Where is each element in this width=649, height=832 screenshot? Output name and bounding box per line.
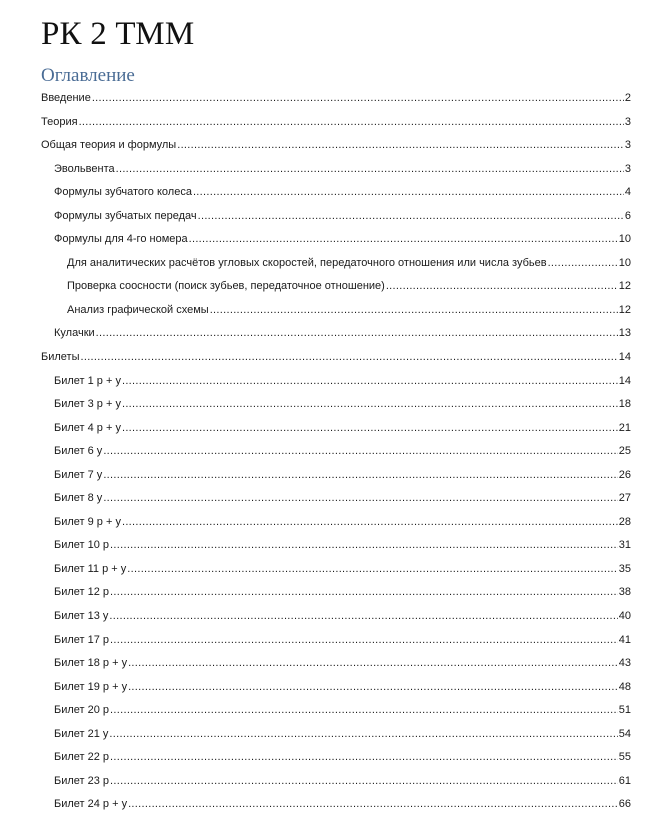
toc-entry-label: Формулы зубчатого колеса [54, 186, 192, 199]
toc-subentry[interactable] [41, 629, 631, 653]
toc-entry-label: Кулачки [54, 327, 95, 340]
toc-entry-page-number: 10 [618, 256, 631, 269]
toc-entry-label: Билет 21 у [54, 727, 109, 740]
toc-subsubentry[interactable] [41, 299, 631, 323]
toc-entry-page-number: 3 [624, 162, 631, 175]
toc-entry-page-number: 14 [618, 374, 631, 387]
toc-entry-page-number: 26 [618, 468, 631, 481]
toc-entry-label: Билеты [41, 351, 80, 364]
toc-subentry[interactable] [41, 464, 631, 488]
toc-subentry[interactable] [41, 652, 631, 676]
toc-entry-page-number: 35 [618, 562, 631, 575]
toc-subsubentry[interactable] [41, 275, 631, 299]
toc-dot-leader [189, 228, 618, 251]
toc-subentry[interactable] [41, 205, 631, 229]
toc-dot-leader [127, 558, 617, 581]
toc-dot-leader [110, 746, 618, 769]
toc-subentry[interactable] [41, 793, 631, 817]
toc-entry-label: Билет 12 р [54, 586, 110, 599]
toc-entry-label: Билет 3 р + у [54, 398, 121, 411]
toc-dot-leader [128, 652, 618, 675]
toc-entry-label: Для аналитических расчётов угловых скоростей, передаточного отношения или числа зубьев [67, 256, 547, 269]
toc-entry-page-number: 14 [618, 351, 631, 364]
toc-dot-leader [128, 676, 618, 699]
toc-entry-label: Билет 6 у [54, 445, 103, 458]
toc-entry-label: Формулы для 4-го номера [54, 233, 188, 246]
toc-dot-leader [198, 205, 624, 228]
toc-entry-label: Билет 8 у [54, 492, 103, 505]
toc-dot-leader [109, 605, 617, 628]
toc-subentry[interactable] [41, 511, 631, 535]
toc-dot-leader [110, 629, 618, 652]
toc-entry-page-number: 27 [618, 492, 631, 505]
toc-entry-page-number: 12 [618, 280, 631, 293]
toc-entry[interactable] [41, 87, 631, 111]
toc-entry-page-number: 3 [624, 115, 631, 128]
toc-subentry[interactable] [41, 487, 631, 511]
toc-entry-label: Теория [41, 115, 78, 128]
toc-entry-page-number: 25 [618, 445, 631, 458]
toc-entry-label: Анализ графической схемы [67, 303, 209, 316]
toc-entry-label: Эвольвента [54, 162, 115, 175]
toc-entry-label: Билет 4 р + у [54, 421, 121, 434]
toc-dot-leader [128, 793, 618, 816]
toc-entry-label: Билет 13 у [54, 610, 109, 623]
toc-dot-leader [103, 464, 617, 487]
toc-entry-page-number: 54 [618, 727, 631, 740]
toc-dot-leader [110, 770, 618, 793]
toc-dot-leader [103, 487, 617, 510]
toc-dot-leader [122, 370, 618, 393]
toc-entry-label: Общая теория и формулы [41, 139, 177, 152]
toc-entry-page-number: 48 [618, 680, 631, 693]
toc-subentry[interactable] [41, 605, 631, 629]
toc-entry-label: Билет 11 р + у [54, 562, 127, 575]
toc-entry-label: Введение [41, 92, 91, 104]
toc-subentry[interactable] [41, 322, 631, 346]
toc-entry-page-number: 66 [618, 798, 631, 811]
toc-entry-label: Билет 17 р [54, 633, 110, 646]
toc-subentry[interactable] [41, 770, 631, 794]
document-title: РК 2 ТММ [41, 16, 195, 52]
toc-entry-page-number: 61 [618, 774, 631, 787]
toc-subentry[interactable] [41, 181, 631, 205]
toc-dot-leader [110, 534, 618, 557]
toc-entry[interactable] [41, 346, 631, 370]
toc-entry-page-number: 38 [618, 586, 631, 599]
table-of-contents [41, 87, 631, 817]
toc-subentry[interactable] [41, 558, 631, 582]
toc-entry-label: Билет 18 р + у [54, 657, 128, 670]
toc-entry-page-number: 41 [618, 633, 631, 646]
toc-entry-page-number: 28 [618, 515, 631, 528]
toc-entry-label: Билет 19 р + у [54, 680, 128, 693]
toc-dot-leader [122, 393, 618, 416]
toc-entry-page-number: 43 [618, 657, 631, 670]
toc-dot-leader [548, 252, 618, 275]
toc-heading: Оглавление [41, 65, 135, 86]
toc-entry-page-number: 13 [618, 327, 631, 340]
toc-dot-leader [79, 111, 624, 134]
toc-entry-page-number: 12 [618, 303, 631, 316]
toc-entry[interactable] [41, 111, 631, 135]
toc-dot-leader [386, 275, 618, 298]
toc-subentry[interactable] [41, 676, 631, 700]
toc-entry-label: Проверка соосности (поиск зубьев, передаточное отношение) [67, 280, 385, 293]
toc-entry-page-number: 21 [618, 421, 631, 434]
toc-subentry[interactable] [41, 228, 631, 252]
toc-dot-leader [122, 511, 618, 534]
toc-dot-leader [177, 134, 624, 157]
toc-entry-page-number: 51 [618, 704, 631, 717]
toc-entry-page-number: 18 [618, 398, 631, 411]
toc-entry-label: Билет 1 р + у [54, 374, 121, 387]
toc-entry-page-number: 6 [624, 209, 631, 222]
toc-entry-page-number: 31 [618, 539, 631, 552]
toc-dot-leader [193, 181, 624, 204]
toc-entry-page-number: 3 [624, 139, 631, 152]
toc-dot-leader [92, 87, 624, 110]
toc-dot-leader [122, 417, 618, 440]
toc-dot-leader [109, 723, 617, 746]
toc-subentry[interactable] [41, 723, 631, 747]
toc-entry-page-number: 10 [618, 233, 631, 246]
toc-subentry[interactable] [41, 393, 631, 417]
toc-subentry[interactable] [41, 158, 631, 182]
toc-entry-label: Билет 22 р [54, 751, 110, 764]
toc-dot-leader [210, 299, 618, 322]
toc-entry-label: Билет 9 р + у [54, 515, 121, 528]
toc-entry[interactable] [41, 134, 631, 158]
toc-dot-leader [116, 158, 624, 181]
toc-entry-label: Билет 7 у [54, 468, 103, 481]
toc-subsubentry[interactable] [41, 252, 631, 276]
toc-dot-leader [110, 699, 618, 722]
toc-dot-leader [80, 346, 617, 369]
toc-subentry[interactable] [41, 440, 631, 464]
toc-dot-leader [103, 440, 617, 463]
toc-dot-leader [110, 581, 618, 604]
toc-dot-leader [96, 322, 618, 345]
toc-entry-page-number: 4 [624, 186, 631, 199]
toc-entry-page-number: 40 [618, 610, 631, 623]
toc-subentry[interactable] [41, 417, 631, 441]
toc-entry-label: Формулы зубчатых передач [54, 209, 197, 222]
toc-subentry[interactable] [41, 746, 631, 770]
toc-entry-label: Билет 20 р [54, 704, 110, 717]
toc-entry-page-number: 2 [624, 92, 631, 104]
toc-entry-label: Билет 10 р [54, 539, 110, 552]
toc-entry-page-number: 55 [618, 751, 631, 764]
toc-subentry[interactable] [41, 370, 631, 394]
toc-subentry[interactable] [41, 534, 631, 558]
toc-entry-label: Билет 23 р [54, 774, 110, 787]
toc-subentry[interactable] [41, 699, 631, 723]
toc-subentry[interactable] [41, 581, 631, 605]
toc-entry-label: Билет 24 р + у [54, 798, 128, 811]
